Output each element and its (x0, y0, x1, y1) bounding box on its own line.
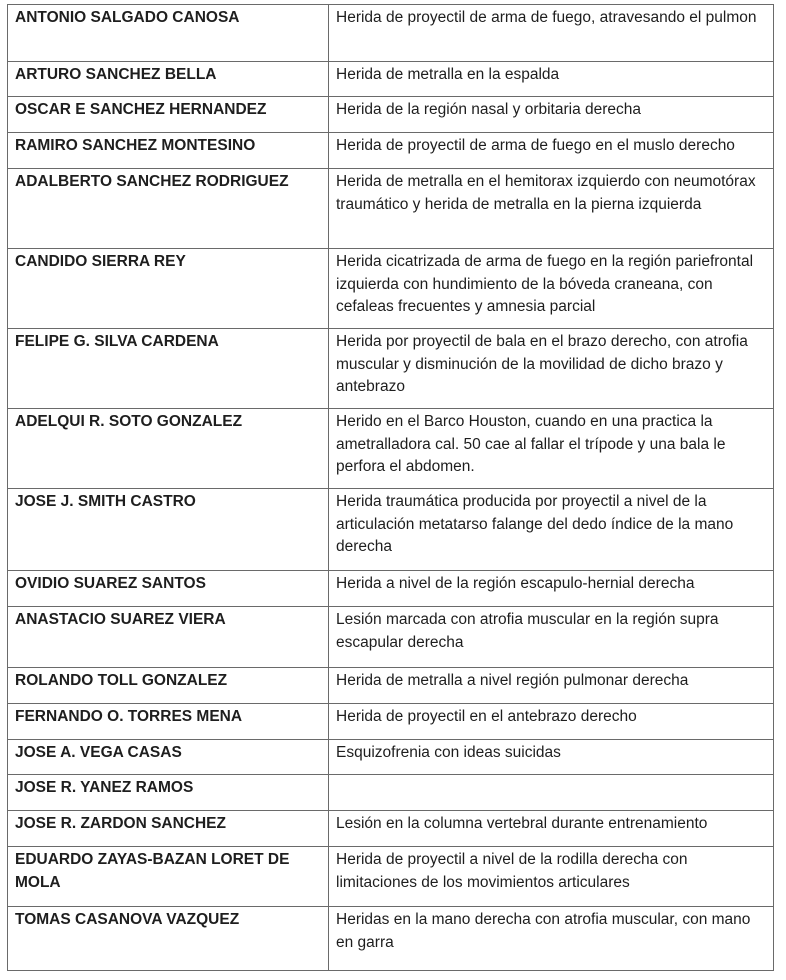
table-row (8, 607, 774, 668)
injury-description-cell: Herida de metralla en el hemitorax izquierdo con neumotórax traumático y herida de metralla en la pierna izquierda (329, 169, 774, 249)
casualty-table (7, 4, 774, 971)
injury-description-cell: Herida a nivel de la región escapulo-hernial derecha (329, 571, 774, 607)
person-name-cell: EDUARDO ZAYAS-BAZAN LORET DE MOLA (8, 847, 329, 907)
person-name-cell: RAMIRO SANCHEZ MONTESINO (8, 133, 329, 169)
person-name-cell: OSCAR E SANCHEZ HERNANDEZ (8, 97, 329, 133)
table-row (8, 5, 774, 62)
person-name-cell: FELIPE G. SILVA CARDENA (8, 329, 329, 409)
person-name-cell: ANTONIO SALGADO CANOSA (8, 5, 329, 62)
table-row (8, 907, 774, 971)
injury-description-cell: Herida de proyectil en el antebrazo derecho (329, 704, 774, 740)
injury-description-cell: Heridas en la mano derecha con atrofia muscular, con mano en garra (329, 907, 774, 971)
table-row (8, 704, 774, 740)
person-name-cell: ADELQUI R. SOTO GONZALEZ (8, 409, 329, 489)
injury-description-cell: Herida de proyectil de arma de fuego en el muslo derecho (329, 133, 774, 169)
injury-description-cell: Esquizofrenia con ideas suicidas (329, 740, 774, 775)
injury-description-cell: Lesión en la columna vertebral durante entrenamiento (329, 811, 774, 847)
table-row (8, 668, 774, 704)
table-row (8, 775, 774, 811)
table-row (8, 62, 774, 97)
person-name-cell: CANDIDO SIERRA REY (8, 249, 329, 329)
person-name-cell: OVIDIO SUAREZ SANTOS (8, 571, 329, 607)
table-row (8, 409, 774, 489)
injury-description-cell (329, 775, 774, 811)
person-name-cell: JOSE J. SMITH CASTRO (8, 489, 329, 571)
table-row (8, 847, 774, 907)
injury-description-cell: Herida de metralla a nivel región pulmonar derecha (329, 668, 774, 704)
person-name-cell: JOSE R. YANEZ RAMOS (8, 775, 329, 811)
injury-description-cell: Herida por proyectil de bala en el brazo derecho, con atrofia muscular y disminución de la movilidad de dicho brazo y antebrazo (329, 329, 774, 409)
table-row (8, 740, 774, 775)
injury-description-cell: Herida de proyectil a nivel de la rodilla derecha con limitaciones de los movimientos articulares (329, 847, 774, 907)
person-name-cell: ANASTACIO SUAREZ VIERA (8, 607, 329, 668)
person-name-cell: JOSE A. VEGA CASAS (8, 740, 329, 775)
table-row (8, 133, 774, 169)
table-row (8, 249, 774, 329)
injury-description-cell: Herida de metralla en la espalda (329, 62, 774, 97)
injury-description-cell: Herida de la región nasal y orbitaria derecha (329, 97, 774, 133)
table-row (8, 489, 774, 571)
table-body (8, 5, 774, 971)
table-row (8, 571, 774, 607)
table-row (8, 97, 774, 133)
injury-description-cell: Herida de proyectil de arma de fuego, atravesando el pulmon (329, 5, 774, 62)
injury-description-cell: Lesión marcada con atrofia muscular en la región supra escapular derecha (329, 607, 774, 668)
person-name-cell: JOSE R. ZARDON SANCHEZ (8, 811, 329, 847)
injury-description-cell: Herida cicatrizada de arma de fuego en la región pariefrontal izquierda con hundimiento de la bóveda craneana, con cefaleas frecuentes y amnesia parcial (329, 249, 774, 329)
table-row (8, 811, 774, 847)
table-row (8, 329, 774, 409)
table-row (8, 169, 774, 249)
person-name-cell: TOMAS CASANOVA VAZQUEZ (8, 907, 329, 971)
person-name-cell: ADALBERTO SANCHEZ RODRIGUEZ (8, 169, 329, 249)
person-name-cell: ROLANDO TOLL GONZALEZ (8, 668, 329, 704)
injury-description-cell: Herida traumática producida por proyectil a nivel de la articulación metatarso falange del dedo índice de la mano derecha (329, 489, 774, 571)
injury-description-cell: Herido en el Barco Houston, cuando en una practica la ametralladora cal. 50 cae al fallar el trípode y una bala le perfora el abdomen. (329, 409, 774, 489)
person-name-cell: FERNANDO O. TORRES MENA (8, 704, 329, 740)
person-name-cell: ARTURO SANCHEZ BELLA (8, 62, 329, 97)
